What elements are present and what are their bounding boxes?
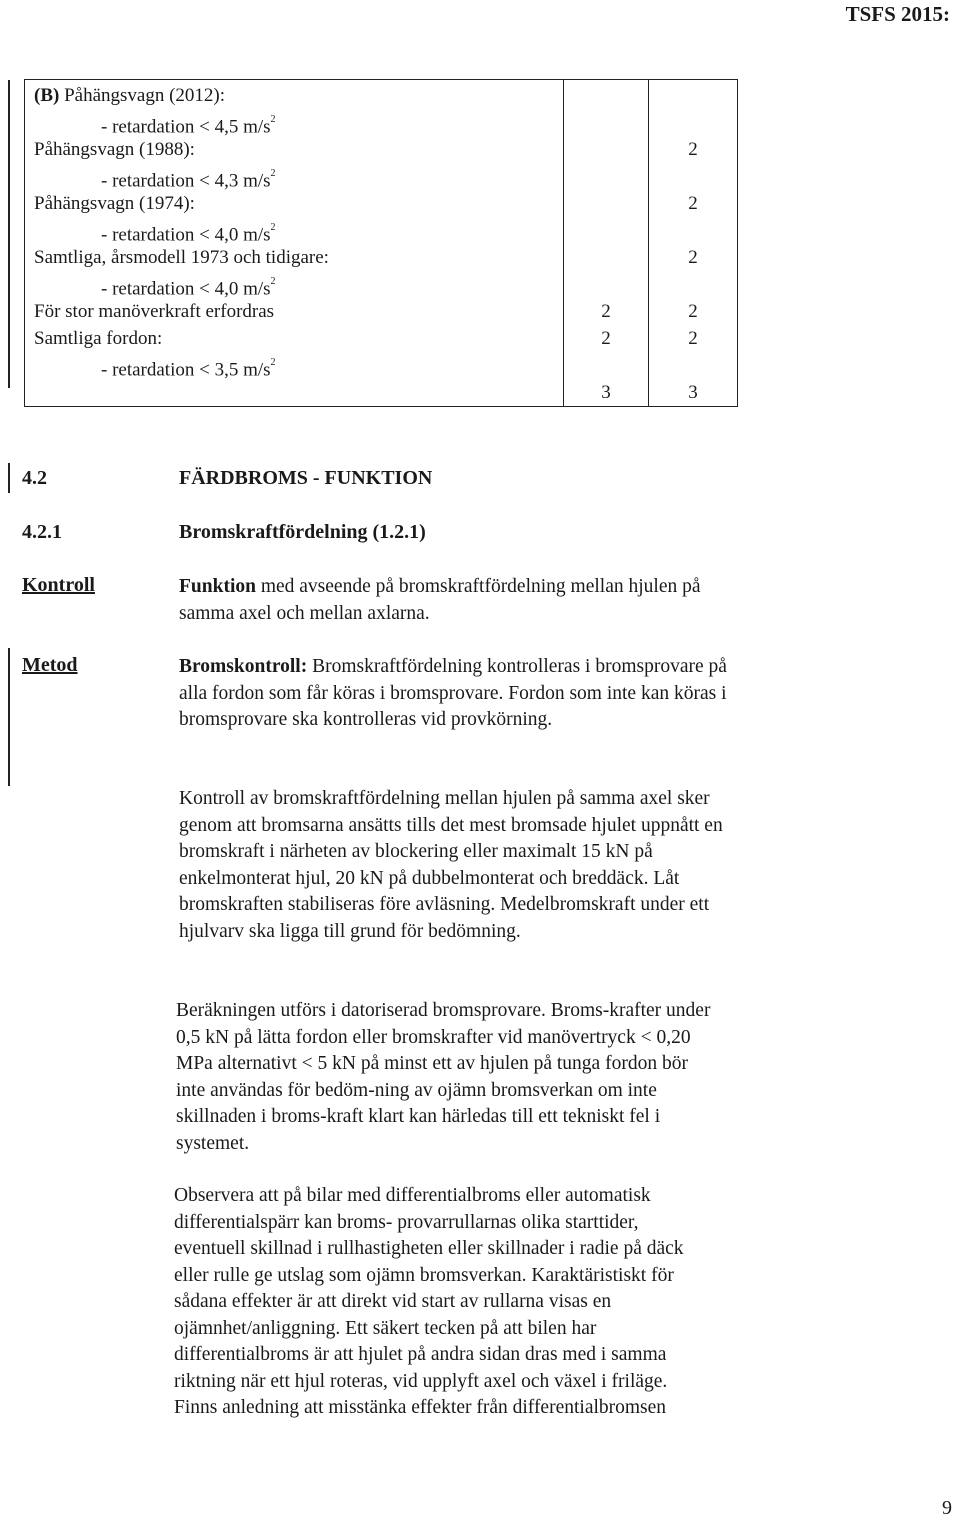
table-cell-b: 2 xyxy=(688,247,698,268)
section-title: FÄRDBROMS - FUNKTION xyxy=(179,467,433,489)
table-row-label: För stor manöverkraft erfordras xyxy=(34,301,275,322)
table-cell-a xyxy=(564,352,648,379)
kontroll-label: Kontroll xyxy=(22,574,95,596)
table-row-text xyxy=(34,136,563,163)
table-row-label: Påhängsvagn (1974): xyxy=(34,193,195,214)
table-column-b xyxy=(649,80,738,407)
metod-label: Metod xyxy=(22,654,78,676)
subsection-title: Bromskraftfördelning (1.2.1) xyxy=(179,521,426,543)
table-row-text xyxy=(34,190,563,217)
table-cell-b: 2 xyxy=(688,301,698,322)
table-cell-a xyxy=(564,244,648,271)
table-row-label: Samtliga fordon: xyxy=(34,328,163,349)
table-row-label: Påhängsvagn (2012): xyxy=(59,85,226,106)
table-cell-b xyxy=(649,352,737,379)
paragraph: Observera att på bilar med differentialbroms eller automatisk differentialspärr kan broms- provarrullarnas olika starttider, eventuell skillnad i rullhastigheten eller skillnader i radie på däck eller rulle ge utslag som ojämn bromsverkan. Karaktäristiskt för sådana effekter är att direkt vid start av rullarna visas en ojämnhet/anliggning. Ett säkert tecken på att bilen har differentialbroms är att hjulet på andra sidan dras med i samma riktning när ett hjul roteras, vid upplyft axel och växel i friläge. Finns anledning att misstänka effekter från differentialbromsen xyxy=(174,1185,684,1418)
table-row-superscript: 2 xyxy=(270,168,276,179)
table-cell-a: 3 xyxy=(601,382,611,403)
revision-bar-section xyxy=(8,463,10,493)
table-cell-b xyxy=(649,217,737,244)
table-cell-a xyxy=(564,217,648,244)
revision-bar-metod xyxy=(8,648,10,786)
table-row-text xyxy=(34,217,563,244)
table-row-superscript: 2 xyxy=(270,357,276,368)
table-cell-a xyxy=(564,190,648,217)
section-number: 4.2 xyxy=(22,467,47,489)
table-column-a xyxy=(564,80,649,407)
paragraph: Kontroll av bromskraftfördelning mellan hjulen på samma axel sker genom att bromsarna ansätts tills det mest bromsade hjulet uppnått en bromskraft i närheten av blockering eller maximalt 15 kN på enkelmonterat hjul, 20 kN på dubbelmonterat och breddäck. Låt bromskraften stabiliseras före avläsning. Medelbromskraft under ett hjulvarv ska ligga till grund för bedömning. xyxy=(179,788,723,942)
table-row-text xyxy=(34,109,563,136)
table-cell-a xyxy=(564,271,648,298)
page-number: 9 xyxy=(942,1497,952,1519)
table-row-text xyxy=(34,163,563,190)
table-row-superscript: 2 xyxy=(270,276,276,287)
table-text-column xyxy=(25,80,564,407)
document-header: TSFS 2015: xyxy=(845,2,950,26)
table-row-superscript: 2 xyxy=(270,114,276,125)
table-cell-b xyxy=(649,109,737,136)
revision-bar-table xyxy=(8,80,10,388)
table-row-text xyxy=(34,352,563,379)
table-row-text xyxy=(34,271,563,298)
table-row-text xyxy=(34,298,563,325)
table-cell-a xyxy=(564,109,648,136)
table-cell-b xyxy=(649,271,737,298)
metod-body: Bromskraftfördelning kontrolleras i bromsprovare på alla fordon som får köras i bromsprovare. Fordon som inte kan köras i bromsprovare ska kontrolleras vid provkörning. xyxy=(179,656,727,730)
paragraph: Beräkningen utförs i datoriserad bromsprovare. Broms-krafter under 0,5 kN på lätta fordon eller bromskrafter vid manövertryck < 0,20 MPa alternativt < 5 kN på minst ett av hjulen på tunga fordon bör inte användas för bedöm-ning av ojämn bromsverkan om inte skillnaden i broms-kraft klart kan härledas till ett tekniskt fel i systemet. xyxy=(176,1000,711,1154)
table-cell-a xyxy=(564,163,648,190)
subsection-heading xyxy=(22,521,426,544)
table-row-bold: (B) xyxy=(34,85,60,106)
table-row-superscript: 2 xyxy=(270,222,276,233)
metod-bold: Bromskontroll: xyxy=(179,656,308,677)
table-cell-a: 2 xyxy=(601,301,611,322)
section-heading xyxy=(22,467,433,490)
table-cell-a xyxy=(564,136,648,163)
table-cell-b xyxy=(649,163,737,190)
table-cell-b: 2 xyxy=(688,193,698,214)
table-row-label: - retardation < 4,0 m/s xyxy=(101,224,271,246)
table-cell-b: 2 xyxy=(688,139,698,160)
table-cell-a: 2 xyxy=(601,328,611,349)
retardation-table xyxy=(24,79,738,407)
table-row-label: Påhängsvagn (1988): xyxy=(34,139,195,160)
subsection-number: 4.2.1 xyxy=(22,521,62,543)
kontroll-body: med avseende på bromskraftfördelning mellan hjulen på samma axel och mellan axlarna. xyxy=(179,576,701,624)
kontroll-bold: Funktion xyxy=(179,576,256,597)
table-row-text xyxy=(34,82,563,109)
metod-text xyxy=(179,654,739,734)
table-row-text xyxy=(34,244,563,271)
table-cell-b: 3 xyxy=(688,382,698,403)
table-cell-b: 2 xyxy=(688,328,698,349)
table-row-label: - retardation < 4,5 m/s xyxy=(101,116,271,138)
table-row-label: Samtliga, årsmodell 1973 och tidigare: xyxy=(34,247,329,268)
table-row-text xyxy=(34,325,563,352)
table-row-label: - retardation < 4,3 m/s xyxy=(101,170,271,192)
table-row-label: - retardation < 3,5 m/s xyxy=(101,359,271,381)
kontroll-text xyxy=(179,574,739,627)
table-row-label: - retardation < 4,0 m/s xyxy=(101,278,271,300)
